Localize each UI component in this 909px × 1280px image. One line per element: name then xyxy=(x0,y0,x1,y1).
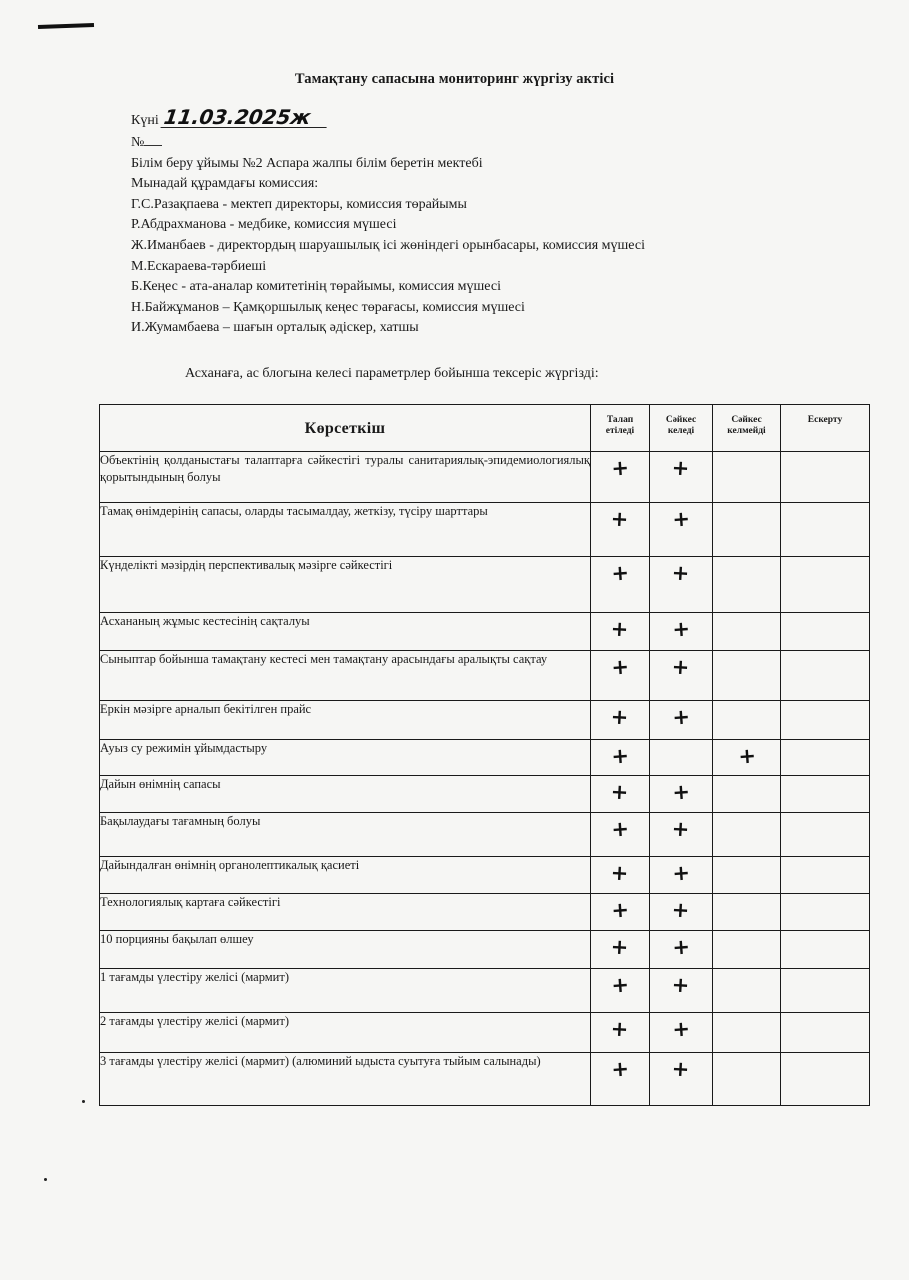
note-cell xyxy=(781,452,870,503)
compliant-cell xyxy=(650,1053,713,1106)
compliant-cell xyxy=(650,969,713,1013)
header-noncompliant-line1: Сәйкес xyxy=(731,415,762,425)
handwritten-plus-mark: + xyxy=(610,455,631,481)
corner-pen-mark xyxy=(38,23,94,29)
handwritten-plus-mark: + xyxy=(671,654,691,680)
handwritten-plus-mark: + xyxy=(610,654,631,680)
header-compliant xyxy=(650,405,713,452)
table-header-row xyxy=(100,405,870,452)
commission-member: И.Жумамбаева – шағын орталық әдіскер, хатшы xyxy=(131,320,419,336)
commission-heading: Мынадай құрамдағы комиссия: xyxy=(131,176,319,192)
note-cell xyxy=(781,969,870,1013)
compliant-cell xyxy=(650,776,713,813)
handwritten-plus-mark: + xyxy=(610,860,630,886)
commission-member: Н.Байжұманов – Қамқоршылық кеңес төрағасы, комиссия мүшесі xyxy=(131,299,525,315)
note-cell xyxy=(781,557,870,613)
intro-text: Асханаға, ас блогына келесі параметрлер бойынша тексеріс жүргізді: xyxy=(185,366,599,381)
required-cell xyxy=(591,651,650,701)
handwritten-plus-mark: + xyxy=(610,704,630,730)
table-row xyxy=(100,701,870,740)
header-noncompliant-line2: келмейді xyxy=(727,426,766,436)
paper-speck xyxy=(82,1100,85,1103)
header-compliant-line2: келеді xyxy=(667,426,695,436)
handwritten-plus-mark: + xyxy=(671,860,692,886)
handwritten-plus-mark: + xyxy=(671,704,692,730)
handwritten-plus-mark: + xyxy=(671,1056,691,1082)
handwritten-plus-mark: + xyxy=(671,972,691,998)
handwritten-plus-mark: + xyxy=(610,1016,630,1042)
table-row xyxy=(100,1013,870,1053)
noncompliant-cell xyxy=(713,651,781,701)
required-cell xyxy=(591,857,650,894)
date-label: Күні xyxy=(131,113,159,128)
commission-member: Р.Абдрахманова - медбике, комиссия мүшесі xyxy=(131,217,397,233)
paper-speck xyxy=(44,1178,47,1181)
table-row xyxy=(100,931,870,969)
date-line xyxy=(131,107,891,133)
header-compliant-line1: Сәйкес xyxy=(665,415,697,425)
required-cell xyxy=(591,740,650,776)
number-blank xyxy=(144,145,162,146)
header-block xyxy=(131,107,891,339)
handwritten-plus-mark: + xyxy=(671,506,692,532)
note-cell xyxy=(781,931,870,969)
required-cell xyxy=(591,613,650,651)
note-cell xyxy=(781,503,870,557)
indicator-cell: Күнделікті мәзірдің перспективалық мәзірге сәйкестігі xyxy=(100,557,591,613)
note-cell xyxy=(781,776,870,813)
compliant-cell xyxy=(650,740,713,776)
note-cell xyxy=(781,701,870,740)
indicator-cell: 1 тағамды үлестіру желісі (мармит) xyxy=(100,969,591,1013)
table-row xyxy=(100,557,870,613)
required-cell xyxy=(591,557,650,613)
compliant-cell xyxy=(650,701,713,740)
compliant-cell xyxy=(650,557,713,613)
indicator-cell: Дайындалған өнімнің органолептикалық қасиеті xyxy=(100,857,591,894)
handwritten-plus-mark: + xyxy=(610,616,630,642)
compliant-cell xyxy=(650,452,713,503)
table-row xyxy=(100,969,870,1013)
noncompliant-cell xyxy=(713,931,781,969)
commission-member: Б.Кеңес - ата-аналар комитетінің төрайымы, комиссия мүшесі xyxy=(131,279,501,295)
table-row xyxy=(100,740,870,776)
handwritten-plus-mark: + xyxy=(610,816,631,842)
handwritten-plus-mark: + xyxy=(671,1016,692,1042)
handwritten-plus-mark: + xyxy=(671,779,692,805)
commission-members xyxy=(131,195,891,339)
number-line xyxy=(131,133,891,154)
handwritten-plus-mark: + xyxy=(671,455,691,481)
required-cell xyxy=(591,931,650,969)
indicator-cell: 2 тағамды үлестіру желісі (мармит) xyxy=(100,1013,591,1053)
noncompliant-cell xyxy=(713,452,781,503)
header-required xyxy=(591,405,650,452)
required-cell xyxy=(591,776,650,813)
handwritten-plus-mark: + xyxy=(610,1056,631,1082)
table-row xyxy=(100,894,870,931)
handwritten-plus-mark: + xyxy=(610,743,631,769)
indicator-cell: Ауыз су режимін ұйымдастыру xyxy=(100,740,591,776)
table-row xyxy=(100,857,870,894)
table-row xyxy=(100,651,870,701)
note-cell xyxy=(781,857,870,894)
table-row xyxy=(100,776,870,813)
header-note: Ескерту xyxy=(781,405,870,452)
handwritten-plus-mark: + xyxy=(610,972,631,998)
handwritten-plus-mark: + xyxy=(671,897,691,923)
noncompliant-cell xyxy=(713,1053,781,1106)
note-cell xyxy=(781,651,870,701)
noncompliant-cell xyxy=(713,813,781,857)
org-line: Білім беру ұйымы №2 Аспара жалпы білім беретін мектебі xyxy=(131,155,483,171)
document-title: Тамақтану сапасына мониторинг жүргізу актісі xyxy=(294,71,615,87)
compliant-cell xyxy=(650,651,713,701)
commission-member: М.Ескараева-тәрбиеші xyxy=(131,258,267,274)
indicator-cell: Технологиялық картаға сәйкестігі xyxy=(100,894,591,931)
indicator-cell: 3 тағамды үлестіру желісі (мармит) (алюминий ыдыста суытуға тыйым салынады) xyxy=(100,1053,591,1106)
header-indicator: Көрсеткіш xyxy=(100,405,591,452)
noncompliant-cell xyxy=(713,613,781,651)
header-noncompliant xyxy=(713,405,781,452)
note-cell xyxy=(781,740,870,776)
handwritten-plus-mark: + xyxy=(610,779,630,805)
number-label: № xyxy=(131,135,145,150)
noncompliant-cell xyxy=(713,1013,781,1053)
indicator-cell: Дайын өнімнің сапасы xyxy=(100,776,591,813)
note-cell xyxy=(781,894,870,931)
commission-member: Г.С.Разақпаева - мектеп директоры, комиссия төрайымы xyxy=(131,196,467,212)
table-row xyxy=(100,503,870,557)
indicator-cell: Асхананың жұмыс кестесінің сақталуы xyxy=(100,613,591,651)
table-row xyxy=(100,813,870,857)
compliant-cell xyxy=(650,894,713,931)
required-cell xyxy=(591,503,650,557)
noncompliant-cell xyxy=(713,894,781,931)
compliant-cell xyxy=(650,1013,713,1053)
handwritten-plus-mark: + xyxy=(671,934,692,960)
required-cell xyxy=(591,969,650,1013)
indicator-cell: 10 порцияны бақылап өлшеу xyxy=(100,931,591,969)
note-cell xyxy=(781,613,870,651)
table-row xyxy=(100,613,870,651)
indicator-cell: Объектінің қолданыстағы талаптарға сәйкестігі туралы санитариялық-эпидемиологиялық қорытындының болуы xyxy=(100,452,591,503)
noncompliant-cell xyxy=(713,557,781,613)
table-row xyxy=(100,452,870,503)
required-cell xyxy=(591,452,650,503)
handwritten-plus-mark: + xyxy=(671,560,691,586)
handwritten-plus-mark: + xyxy=(610,897,631,923)
note-cell xyxy=(781,813,870,857)
required-cell xyxy=(591,1013,650,1053)
note-cell xyxy=(781,1053,870,1106)
required-cell xyxy=(591,1053,650,1106)
compliant-cell xyxy=(650,857,713,894)
compliant-cell xyxy=(650,503,713,557)
compliant-cell xyxy=(650,931,713,969)
required-cell xyxy=(591,701,650,740)
noncompliant-cell xyxy=(713,740,781,776)
compliant-cell xyxy=(650,613,713,651)
handwritten-plus-mark: + xyxy=(737,743,757,769)
required-cell xyxy=(591,894,650,931)
required-cell xyxy=(591,813,650,857)
monitoring-table xyxy=(99,404,870,1106)
handwritten-plus-mark: + xyxy=(610,934,630,960)
note-cell xyxy=(781,1013,870,1053)
noncompliant-cell xyxy=(713,701,781,740)
header-required-line2: етіледі xyxy=(605,426,635,436)
header-required-line1: Талап xyxy=(606,415,634,425)
handwritten-plus-mark: + xyxy=(610,560,631,586)
handwritten-plus-mark: + xyxy=(671,816,691,842)
indicator-cell: Сыныптар бойынша тамақтану кестесі мен тамақтану арасындағы аралықты сақтау xyxy=(100,651,591,701)
handwritten-date: 11.03.2025ж xyxy=(161,107,330,128)
commission-member: Ж.Иманбаев - директордың шаруашылық ісі жөніндегі орынбасары, комиссия мүшесі xyxy=(131,237,645,253)
compliant-cell xyxy=(650,813,713,857)
noncompliant-cell xyxy=(713,776,781,813)
noncompliant-cell xyxy=(713,857,781,894)
table-row xyxy=(100,1053,870,1106)
indicator-cell: Бақылаудағы тағамның болуы xyxy=(100,813,591,857)
handwritten-plus-mark: + xyxy=(610,506,630,532)
handwritten-plus-mark: + xyxy=(671,616,692,642)
indicator-cell: Еркін мәзірге арналып бекітілген прайс xyxy=(100,701,591,740)
noncompliant-cell xyxy=(713,969,781,1013)
noncompliant-cell xyxy=(713,503,781,557)
indicator-cell: Тамақ өнімдерінің сапасы, оларды тасымалдау, жеткізу, түсіру шарттары xyxy=(100,503,591,557)
